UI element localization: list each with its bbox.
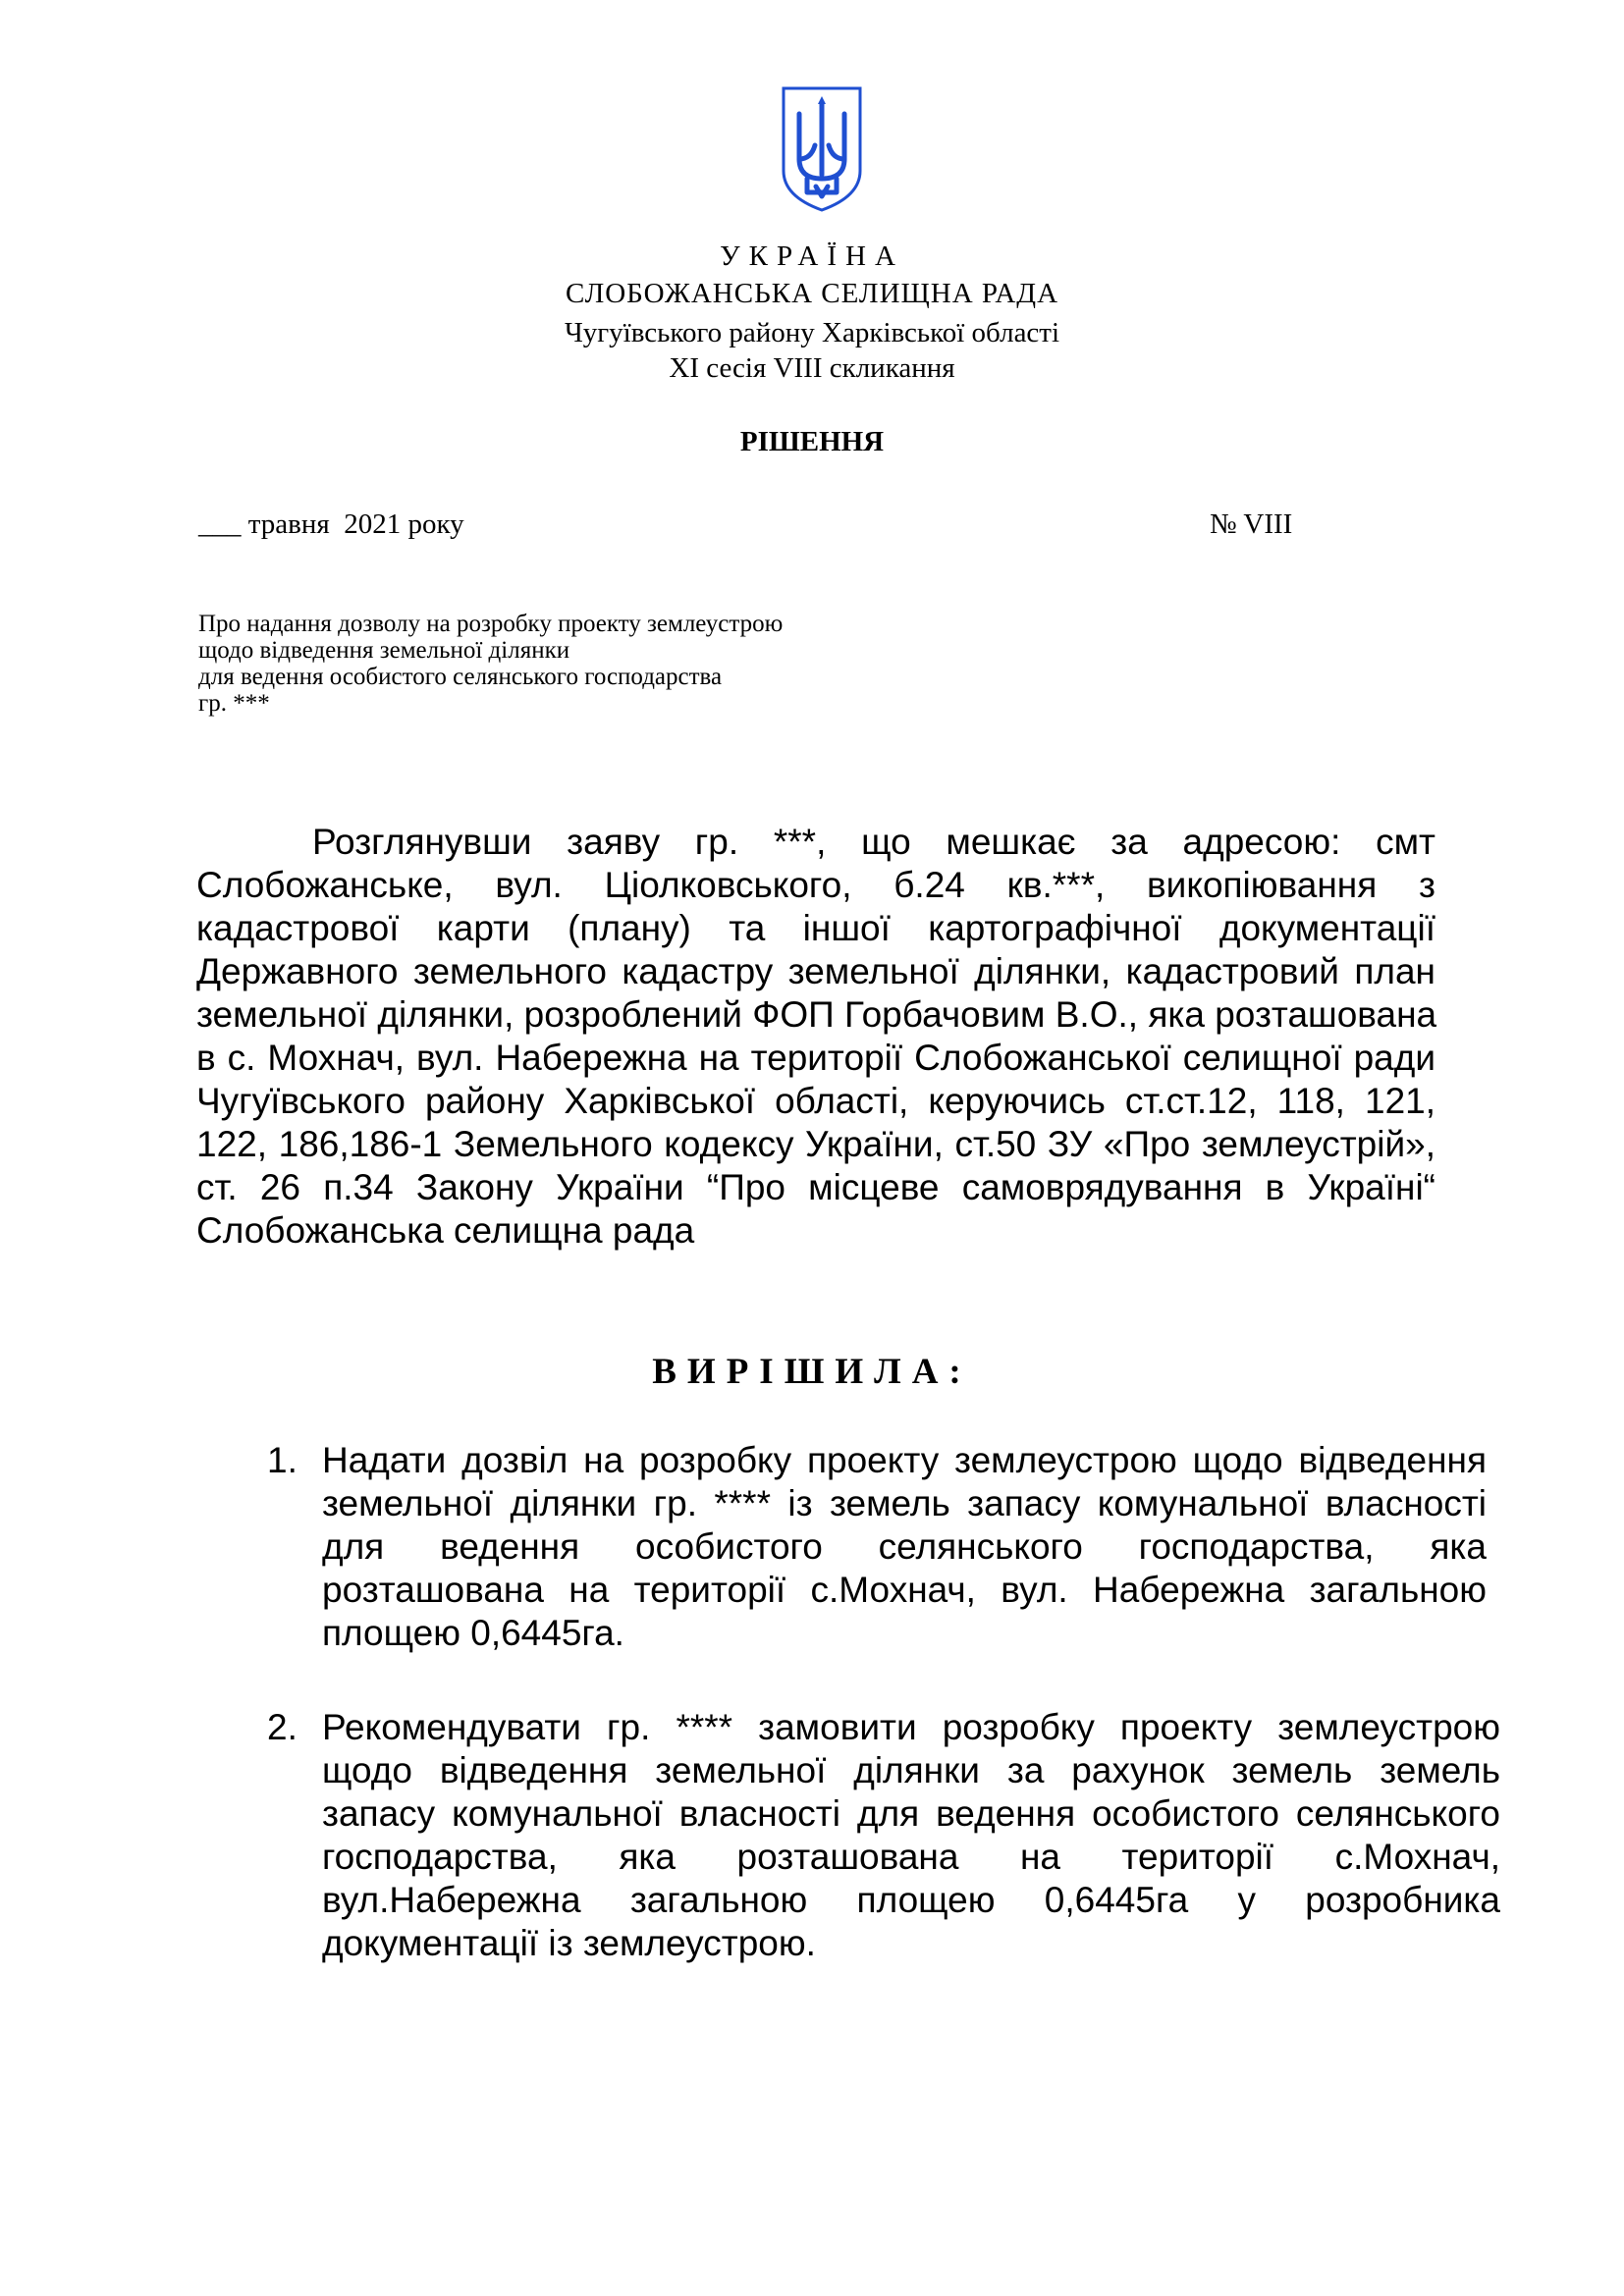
item-number: 2. <box>267 1707 298 1747</box>
preamble-line: кадастрової карти (плану) та іншої картографічної документації <box>196 908 1435 948</box>
decision-subject <box>198 611 783 717</box>
item-line: розташована на території с.Мохнач, вул. Набережна загальною <box>322 1570 1487 1610</box>
country-name: УКРАЇНА <box>720 240 904 272</box>
item-line: вул.Набережна загальною площею 0,6445га у розробника <box>322 1880 1500 1920</box>
item-number: 1. <box>267 1440 298 1480</box>
item-line: для ведення особистого селянського господарства, яка <box>322 1526 1487 1567</box>
item-line: щодо відведення земельної ділянки за рахунок земель земель <box>322 1750 1500 1790</box>
document-type-title: РІШЕННЯ <box>739 426 885 457</box>
session-info: XI сесія VIII скликання <box>669 352 955 384</box>
decided-heading: ВИРІШИЛА: <box>652 1352 972 1392</box>
decision-number: № VIII <box>1210 508 1293 540</box>
item-line: Рекомендувати гр. **** замовити розробку проекту землеустрою <box>322 1707 1500 1747</box>
subject-line: Про надання дозволу на розробку проекту землеустрою <box>198 611 784 637</box>
item-line: запасу комунальної власності для ведення особистого селянського <box>322 1793 1500 1834</box>
item-line: площею 0,6445га. <box>322 1613 624 1653</box>
preamble-line: ст. 26 п.34 Закону України “Про місцеве самоврядування в Україні“ <box>196 1167 1435 1207</box>
preamble-line: 122, 186,186-1 Земельного кодексу України, ст.50 ЗУ «Про землеустрій», <box>196 1124 1435 1164</box>
district-name: Чугуївського району Харківської області <box>564 317 1060 348</box>
subject-line: гр. *** <box>198 690 270 717</box>
council-name: СЛОБОЖАНСЬКА СЕЛИЩНА РАДА <box>565 278 1059 309</box>
trident-emblem-icon <box>778 84 866 214</box>
decision-date: ___ травня 2021 року <box>198 508 464 540</box>
item-line: земельної ділянки гр. **** із земель запасу комунальної власності <box>322 1483 1487 1523</box>
item-line: Надати дозвіл на розробку проекту землеустрою щодо відведення <box>322 1440 1487 1480</box>
preamble-paragraph <box>196 821 1435 1253</box>
preamble-line: в с. Мохнач, вул. Набережна на території Слобожанської селищної ради <box>196 1038 1435 1078</box>
preamble-line: Розглянувши заяву гр. ***, що мешкає за адресою: смт <box>312 822 1435 862</box>
preamble-line: Слобожанська селищна рада <box>196 1210 695 1251</box>
item-line: документації із землеустрою. <box>322 1923 816 1963</box>
subject-line: для ведення особистого селянського господарства <box>198 664 723 690</box>
preamble-line: Чугуївського району Харківської області, керуючись ст.ст.12, 118, 121, <box>196 1081 1435 1121</box>
preamble-line: земельної ділянки, розроблений ФОП Горбачовим В.О., яка розташована <box>196 994 1437 1035</box>
item-line: господарства, яка розташована на території с.Мохнач, <box>322 1837 1500 1877</box>
preamble-line: Державного земельного кадастру земельної ділянки, кадастровий план <box>196 951 1435 991</box>
subject-line: щодо відведення земельної ділянки <box>198 637 570 664</box>
preamble-line: Слобожанське, вул. Ціолковського, б.24 кв.***, викопіювання з <box>196 865 1435 905</box>
